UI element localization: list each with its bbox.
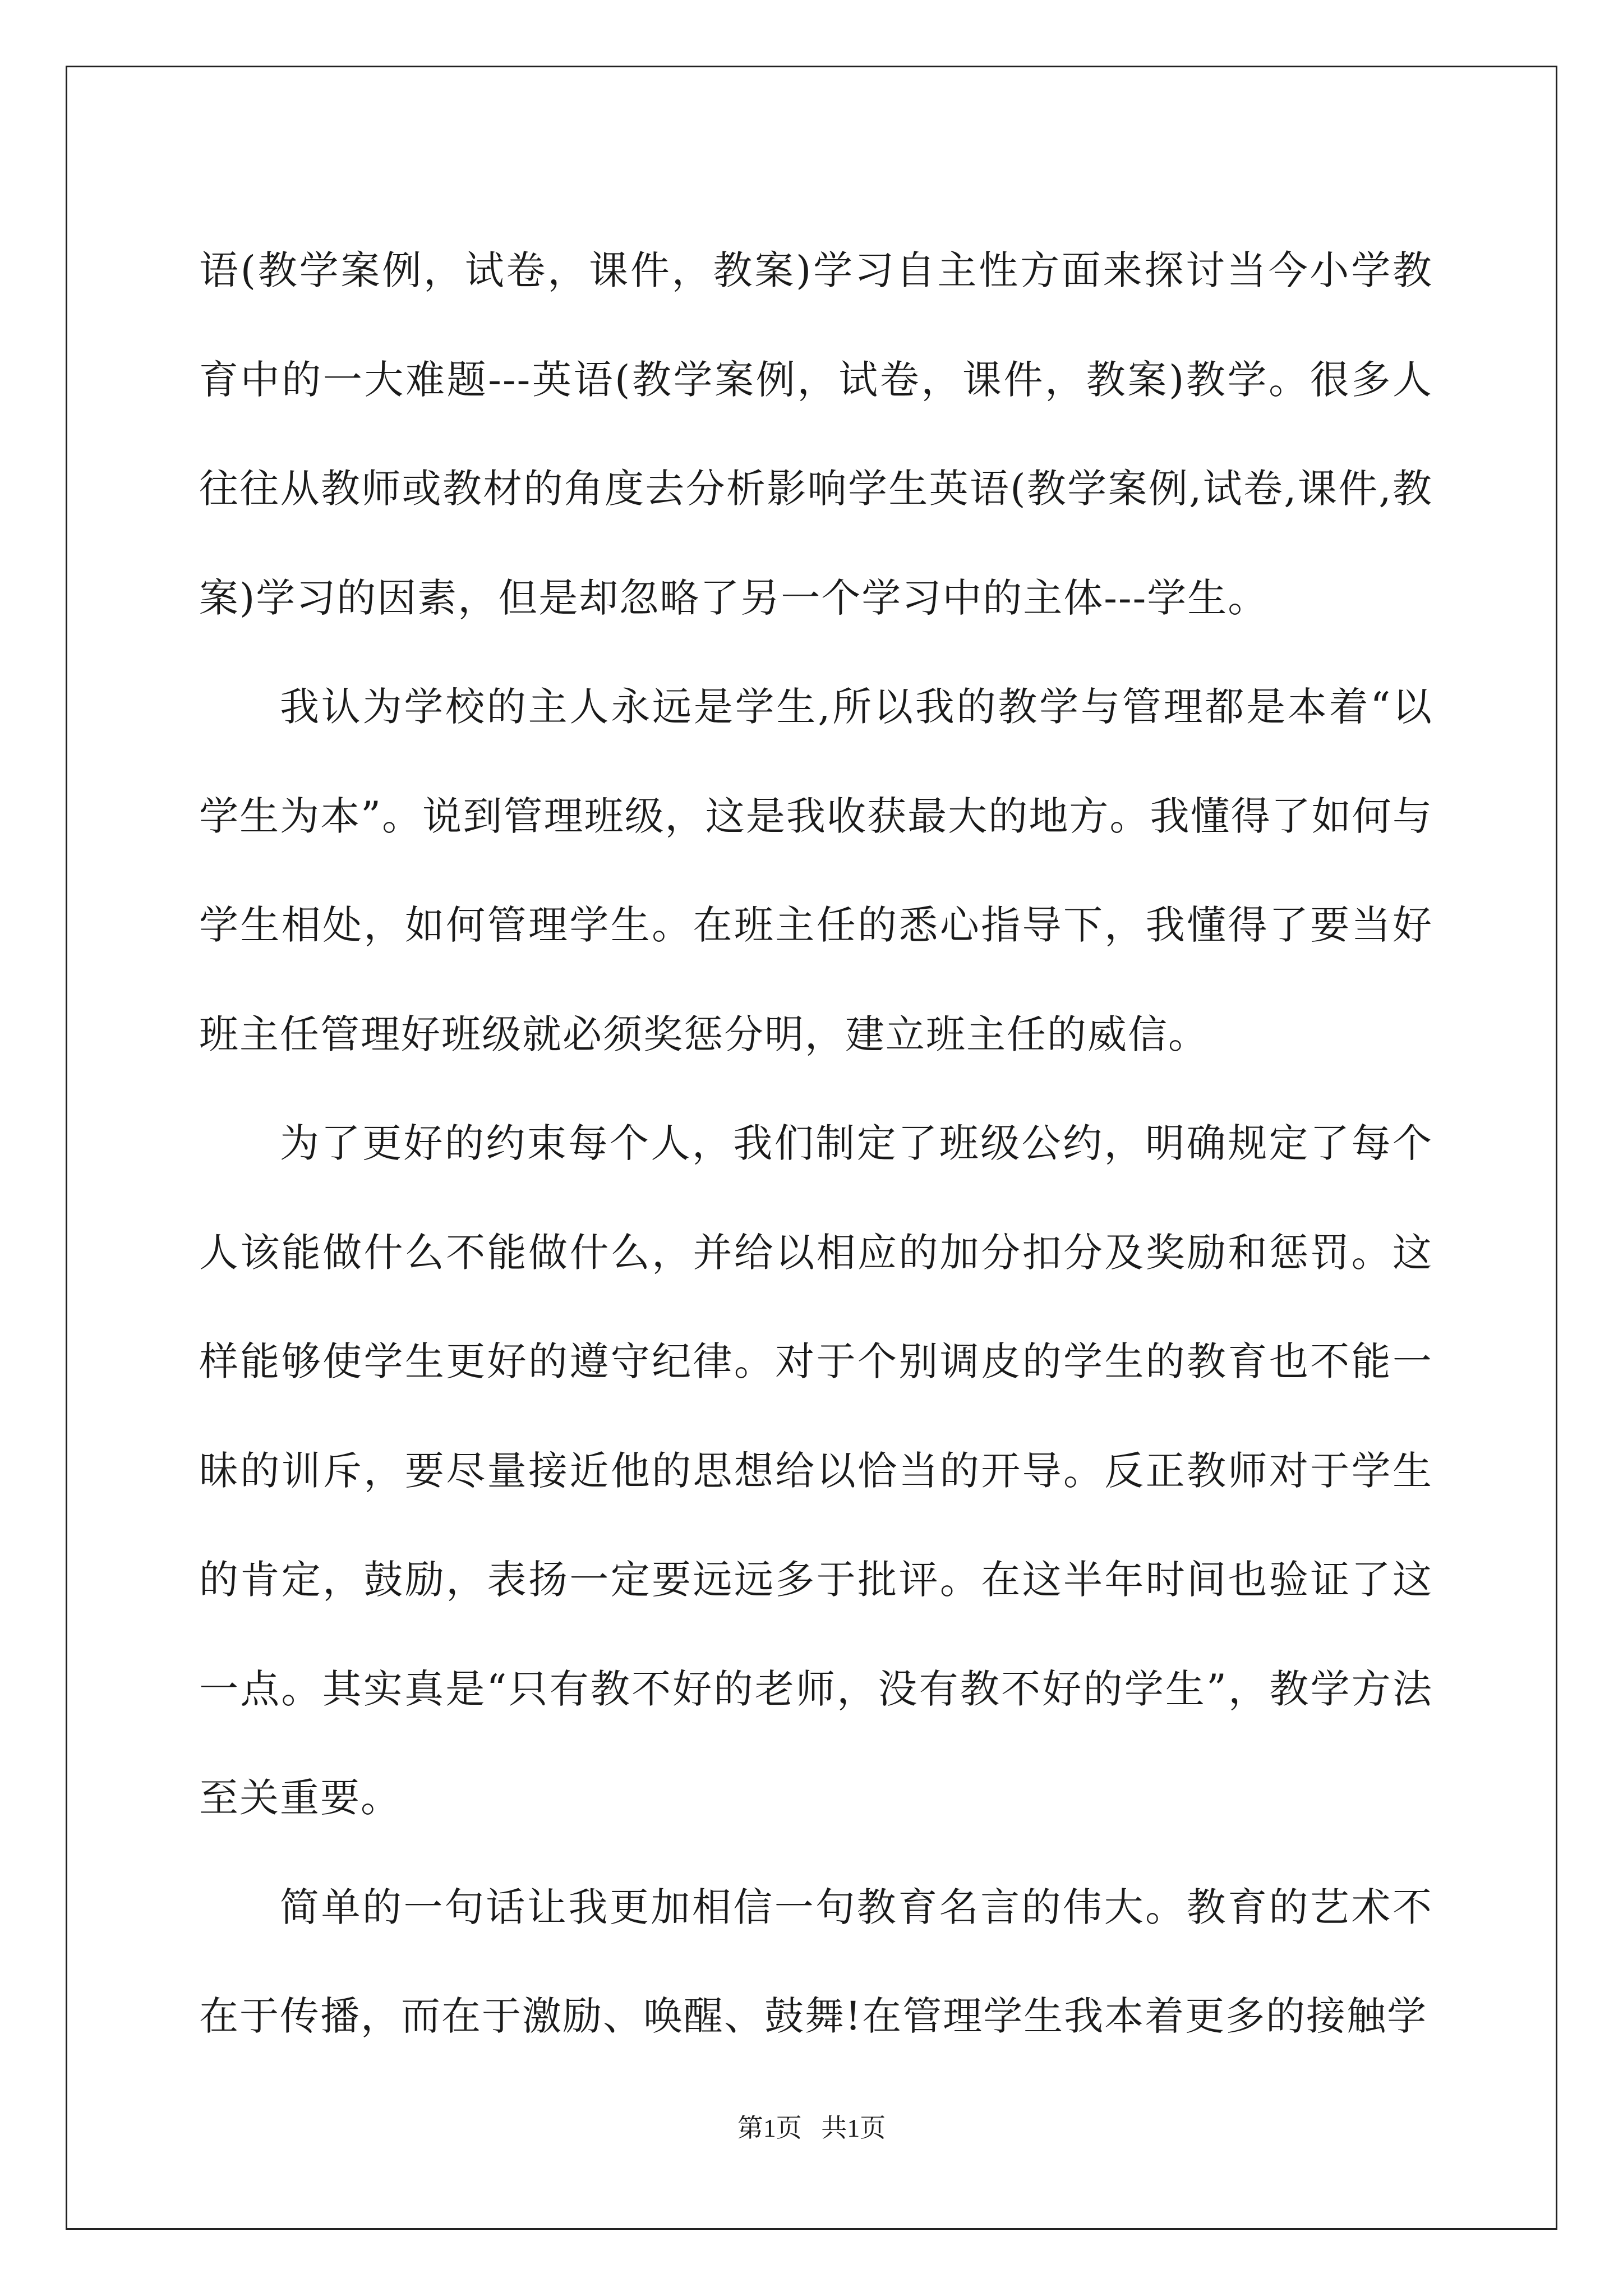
paragraph-3: 为了更好的约束每个人，我们制定了班级公约，明确规定了每个人该能做什么不能做什么，并给以相应的加分扣分及奖励和惩罚。这样能够使学生更好的遵守纪律。对于个别调皮的学生的教育也不能一昧的训斥，要尽量接近他的思想给以恰当的开导。反正教师对于学生的肯定，鼓励，表扬一定要远远多于批评。在这半年时间也验证了这一点。其实真是“只有教不好的老师，没有教不好的学生”，教学方法至关重要。 xyxy=(199,1120,1433,1821)
document-body xyxy=(199,216,1433,2071)
paragraph-1: 语(教学案例，试卷，课件，教案)学习自主性方面来探讨当今小学教育中的一大难题---英语(教学案例，试卷，课件，教案)教学。很多人往往从教师或教材的角度去分析影响学生英语(教学案例,试卷,课件,教案)学习的因素，但是却忽略了另一个学习中的主体---学生。 xyxy=(199,247,1433,621)
paragraph-4: 简单的一句话让我更加相信一句教育名言的伟大。教育的艺术不在于传播，而在于激励、唤醒、鼓舞!在管理学生我本着更多的接触学 xyxy=(199,1884,1433,2039)
page-total: 共1页 xyxy=(821,2114,886,2142)
page-footer xyxy=(0,2111,1623,2145)
paragraph-2: 我认为学校的主人永远是学生,所以我的教学与管理都是本着“以学生为本”。说到管理班级，这是我收获最大的地方。我懂得了如何与学生相处，如何管理学生。在班主任的悉心指导下，我懂得了要当好班主任管理好班级就必须奖惩分明，建立班主任的威信。 xyxy=(199,684,1433,1057)
footer-spacer xyxy=(802,2114,822,2142)
page-number: 第1页 xyxy=(737,2114,802,2142)
